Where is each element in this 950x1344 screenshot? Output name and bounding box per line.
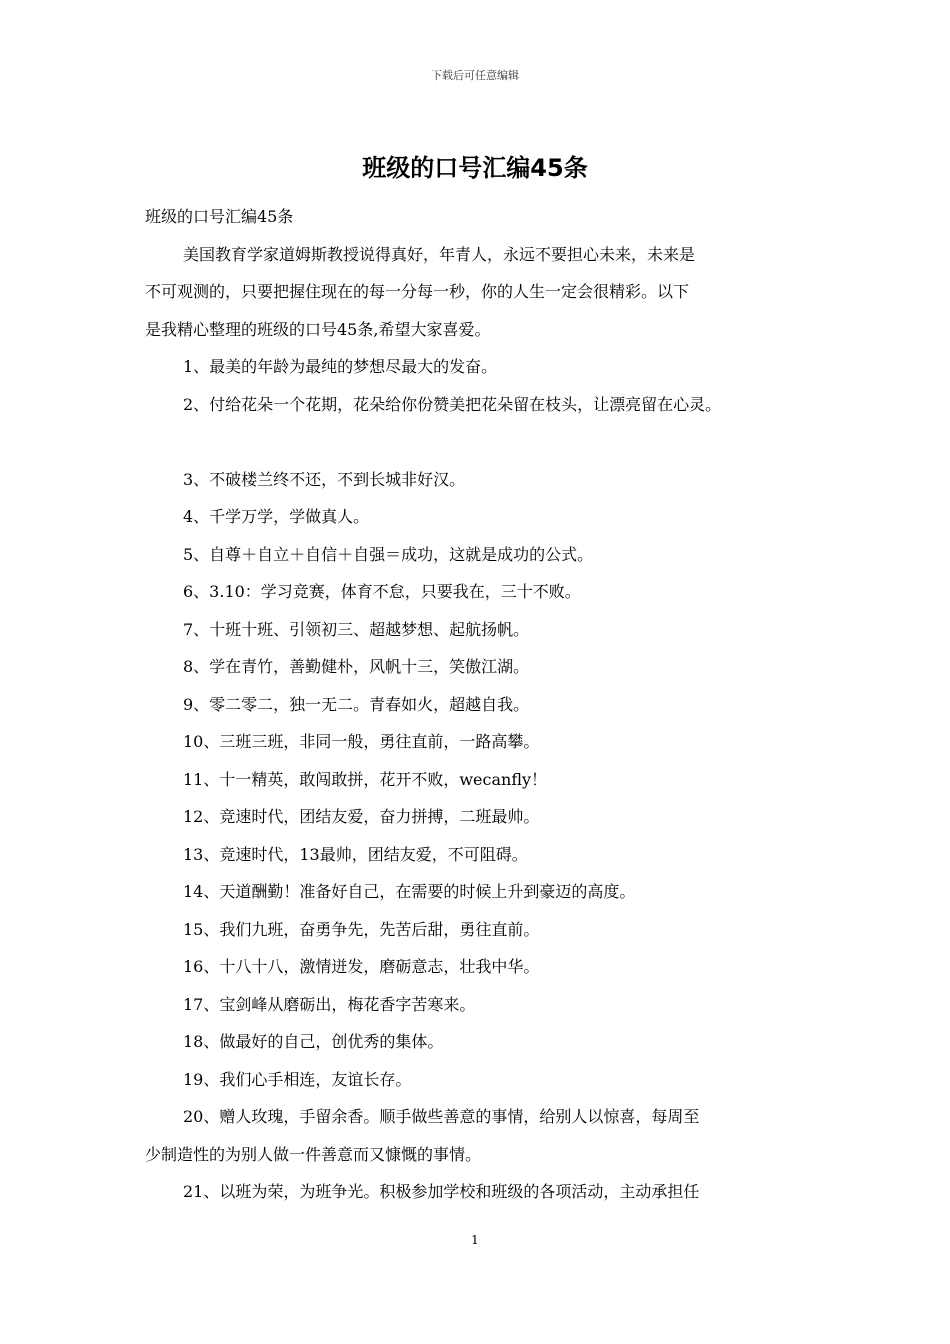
- slogan-item: 13、竞速时代，13最帅，团结友爱，不可阻碍。: [183, 844, 528, 864]
- slogan-item: 15、我们九班，奋勇争先，先苦后甜，勇往直前。: [183, 919, 540, 939]
- slogan-item: 12、竞速时代，团结友爱，奋力拼搏，二班最帅。: [183, 807, 540, 826]
- slogan-item: 11、十一精英，敢闯敢拼，花开不败，wecanfly！: [183, 769, 548, 789]
- slogan-item-20: 20、赠人玫瑰，手留余香。顺手做些善意的事情，给别人以惊喜，每周至: [183, 1107, 700, 1126]
- slogan-item: 8、学在青竹，善勤健朴，风帆十三，笑傲江湖。: [183, 657, 530, 676]
- slogan-item: 7、十班十班、引领初三、超越梦想、起航扬帆。: [183, 619, 530, 639]
- document-title: 班级的口号汇编45条: [362, 154, 588, 182]
- slogan-item: 1、最美的年龄为最纯的梦想尽最大的发奋。: [183, 357, 498, 376]
- slogan-item: 2、付给花朵一个花期，花朵给你份赞美把花朵留在枝头，让漂亮留在心灵。: [183, 394, 722, 414]
- intro-line: 不可观测的，只要把握住现在的每一分每一秒，你的人生一定会很精彩。以下: [145, 282, 690, 301]
- slogan-item-20-continued: 少制造性的为别人做一件善意而又慷慨的事情。: [145, 1144, 482, 1164]
- intro-line: 美国教育学家道姆斯教授说得真好，年青人，永远不要担心未来，未来是: [183, 244, 696, 264]
- slogan-item-21: 21、以班为荣，为班争光。积极参加学校和班级的各项活动，主动承担任: [183, 1182, 700, 1201]
- slogan-item: 5、自尊＋自立＋自信＋自强＝成功，这就是成功的公式。: [183, 544, 594, 564]
- slogan-item: 10、三班三班，非同一般，勇往直前，一路高攀。: [183, 732, 540, 751]
- slogan-item: 16、十八十八，激情迸发，磨砺意志，壮我中华。: [183, 957, 540, 976]
- subtitle-line: 班级的口号汇编45条: [145, 207, 294, 226]
- document-body: [145, 198, 815, 1211]
- slogan-item: 14、天道酬勤！准备好自己，在需要的时候上升到豪迈的高度。: [183, 882, 636, 901]
- slogan-item: 19、我们心手相连，友谊长存。: [183, 1069, 412, 1089]
- slogan-item: 9、零二零二，独一无二。青春如火，超越自我。: [183, 694, 530, 714]
- slogan-item: 4、千学万学，学做真人。: [183, 507, 370, 526]
- slogan-item: 18、做最好的自己，创优秀的集体。: [183, 1032, 444, 1051]
- intro-line: 是我精心整理的班级的口号45条,希望大家喜爱。: [145, 319, 491, 339]
- slogan-item: 17、宝剑峰从磨砺出，梅花香字苦寒来。: [183, 994, 476, 1014]
- page-header: 下载后可任意编辑: [431, 69, 519, 82]
- slogan-item: 6、3.10：学习竞赛，体育不怠，只要我在，三十不败。: [183, 582, 581, 601]
- blank-line: [145, 423, 815, 461]
- slogan-item: 3、不破楼兰终不还，不到长城非好汉。: [183, 469, 466, 489]
- page-number: 1: [471, 1233, 479, 1247]
